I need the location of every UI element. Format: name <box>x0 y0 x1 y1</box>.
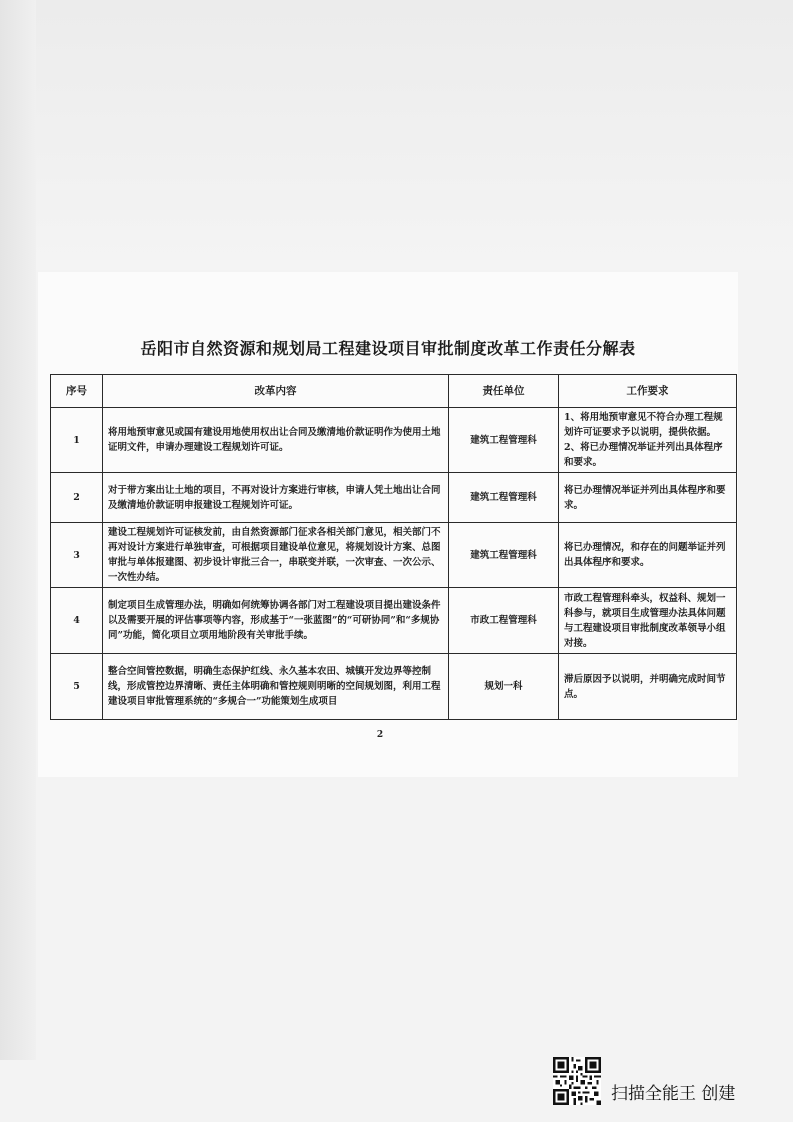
column-header-content: 改革内容 <box>103 375 449 408</box>
responsible-unit: 市政工程管理科 <box>449 588 559 654</box>
responsible-unit: 建筑工程管理科 <box>449 408 559 473</box>
reform-content: 建设工程规划许可证核发前，由自然资源部门征求各相关部门意见，相关部门不再对设计方案进行单独审查，可根据项目建设单位意见，将规划设计方案、总图审批与单体报建图、初步设计审批三合一，串联变并联，一次审查、一次公示、一次性办结。 <box>103 523 449 588</box>
work-requirement: 市政工程管理科牵头，权益科、规划一科参与，就项目生成管理办法具体问题与工程建设项目审批制度改革领导小组对接。 <box>559 588 737 654</box>
column-header-no: 序号 <box>51 375 103 408</box>
row-number: 2 <box>51 473 103 523</box>
requirement-line: 1、将用地预审意见不符合办理工程规划许可证要求予以说明，提供依据。 <box>564 412 723 438</box>
document-title: 岳阳市自然资源和规划局工程建设项目审批制度改革工作责任分解表 <box>140 339 636 358</box>
scanner-watermark <box>553 1057 783 1109</box>
watermark-text: 扫描全能王 创建 <box>611 1084 736 1104</box>
reform-content: 将用地预审意见或国有建设用地使用权出让合同及缴清地价款证明作为使用土地证明文件，申请办理建设工程规划许可证。 <box>103 408 449 473</box>
responsible-unit: 建筑工程管理科 <box>449 473 559 523</box>
row-number: 4 <box>51 588 103 654</box>
work-requirement: 将已办理情况举证并列出具体程序和要求。 <box>559 473 737 523</box>
responsibility-table <box>50 374 737 720</box>
reform-content: 整合空间管控数据，明确生态保护红线、永久基本农田、城镇开发边界等控制线，形成管控边界清晰、责任主体明确和管控规则明晰的空间规划图，利用工程建设项目审批管理系统的“多规合一”功能策划生成项目 <box>103 654 449 720</box>
reform-content: 制定项目生成管理办法，明确如何统筹协调各部门对工程建设项目提出建设条件以及需要开展的评估事项等内容，形成基于“一张蓝图”的“可研协同”和“多规协同”功能，简化项目立项用地阶段有关审批手续。 <box>103 588 449 654</box>
row-number: 1 <box>51 408 103 473</box>
table-row <box>51 473 737 523</box>
table-row <box>51 408 737 473</box>
column-header-unit: 责任单位 <box>449 375 559 408</box>
row-number: 5 <box>51 654 103 720</box>
work-requirement <box>559 408 737 473</box>
work-requirement: 将已办理情况，和存在的问题举证并列出具体程序和要求。 <box>559 523 737 588</box>
page-number: 2 <box>376 730 384 740</box>
requirement-line: 2、将已办理情况举证并列出具体程序和要求。 <box>564 442 723 468</box>
column-header-requirement: 工作要求 <box>559 375 737 408</box>
scan-left-edge <box>0 0 36 1060</box>
work-requirement: 滞后原因予以说明，并明确完成时间节点。 <box>559 654 737 720</box>
qr-code-icon <box>553 1057 601 1105</box>
table-header-row <box>51 375 737 408</box>
scan-background <box>0 0 793 270</box>
row-number: 3 <box>51 523 103 588</box>
responsible-unit: 规划一科 <box>449 654 559 720</box>
reform-content: 对于带方案出让土地的项目，不再对设计方案进行审核，申请人凭土地出让合同及缴清地价款证明申报建设工程规划许可证。 <box>103 473 449 523</box>
responsible-unit: 建筑工程管理科 <box>449 523 559 588</box>
table-row <box>51 654 737 720</box>
table-row <box>51 588 737 654</box>
table-row <box>51 523 737 588</box>
